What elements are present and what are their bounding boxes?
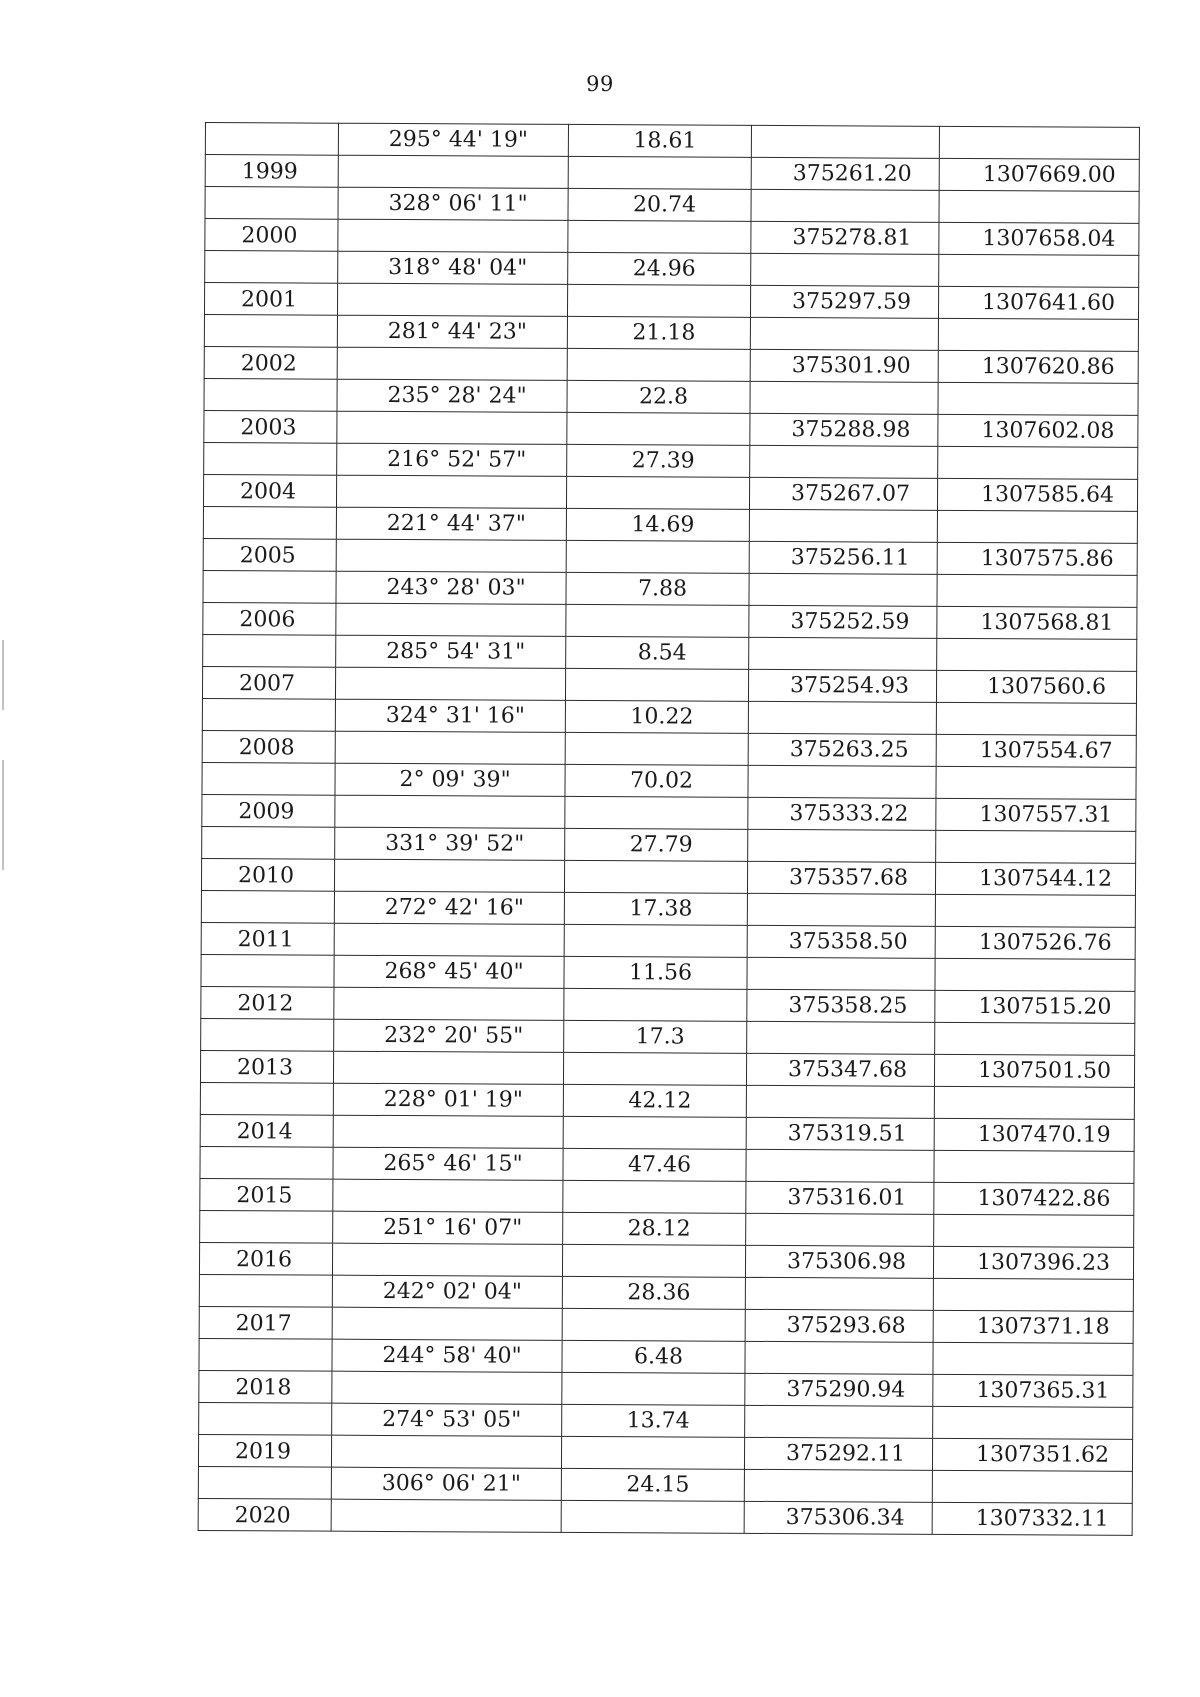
traverse-line-row [199, 1402, 1133, 1439]
distance-cell-empty [566, 476, 749, 509]
distance-cell: 13.74 [562, 1404, 745, 1437]
northing-cell: 375297.59 [750, 285, 938, 318]
bearing-cell: 306° 06' 21" [331, 1467, 561, 1500]
station-cell-empty [204, 314, 337, 347]
distance-cell: 47.46 [563, 1148, 746, 1181]
bearing-cell: 318° 48' 04" [338, 251, 568, 284]
station-cell: 2018 [199, 1370, 332, 1403]
easting-cell-empty [933, 1342, 1133, 1375]
bearing-cell-empty [336, 539, 566, 572]
scan-edge-mark [2, 640, 4, 710]
northing-cell-empty [751, 125, 939, 158]
bearing-cell: 244° 58' 40" [332, 1339, 562, 1372]
station-cell: 2001 [204, 283, 337, 316]
easting-cell: 1307585.64 [937, 478, 1137, 511]
easting-cell: 1307351.62 [932, 1438, 1132, 1471]
northing-cell-empty [746, 1213, 934, 1246]
station-cell-empty [205, 251, 338, 284]
station-cell: 2020 [198, 1498, 331, 1531]
bearing-cell: 285° 54' 31" [336, 635, 566, 668]
station-cell: 2016 [199, 1242, 332, 1275]
station-cell: 2007 [202, 666, 335, 699]
distance-cell-empty [563, 1052, 746, 1085]
northing-cell-empty [745, 1341, 933, 1374]
easting-cell-empty [934, 1086, 1134, 1119]
northing-cell-empty [747, 1021, 935, 1054]
distance-cell-empty [568, 156, 751, 189]
station-cell-empty [201, 890, 334, 923]
bearing-cell: 295° 44' 19" [338, 123, 568, 156]
bearing-cell-empty [335, 667, 565, 700]
traverse-line-row [201, 1018, 1135, 1055]
traverse-line-row [198, 1466, 1132, 1503]
bearing-cell-empty [336, 603, 566, 636]
bearing-cell: 268° 45' 40" [334, 955, 564, 988]
station-cell-empty [203, 570, 336, 603]
station-cell: 2002 [204, 346, 337, 379]
traverse-line-row [204, 314, 1138, 351]
distance-cell-empty [564, 988, 747, 1021]
survey-table-body [198, 123, 1139, 1536]
bearing-cell: 274° 53' 05" [332, 1403, 562, 1436]
easting-cell-empty [939, 254, 1139, 287]
easting-cell-empty [933, 1278, 1133, 1311]
easting-cell: 1307641.60 [938, 286, 1138, 319]
bearing-cell: 265° 46' 15" [333, 1147, 563, 1180]
survey-coordinates-table [198, 122, 1140, 1536]
station-cell-empty [205, 187, 338, 220]
easting-cell: 1307620.86 [938, 350, 1138, 383]
distance-cell: 24.96 [568, 252, 751, 285]
easting-cell: 1307544.12 [935, 862, 1135, 895]
easting-cell-empty [938, 446, 1138, 479]
bearing-cell: 243° 28' 03" [336, 571, 566, 604]
distance-cell: 27.39 [567, 444, 750, 477]
easting-cell: 1307557.31 [936, 798, 1136, 831]
distance-cell: 42.12 [563, 1084, 746, 1117]
easting-cell-empty [938, 382, 1138, 415]
station-cell: 2015 [200, 1178, 333, 1211]
northing-cell-empty [746, 1085, 934, 1118]
northing-cell-empty [748, 765, 936, 798]
distance-cell-empty [562, 1244, 745, 1277]
distance-cell: 8.54 [566, 636, 749, 669]
easting-cell-empty [936, 766, 1136, 799]
traverse-line-row [199, 1338, 1133, 1375]
station-cell-empty [201, 1018, 334, 1051]
station-cell-empty [203, 506, 336, 539]
bearing-cell-empty [332, 1307, 562, 1340]
distance-cell-empty [567, 412, 750, 445]
traverse-line-row [201, 954, 1135, 991]
northing-cell: 375290.94 [745, 1373, 933, 1406]
station-row [202, 794, 1136, 831]
easting-cell: 1307501.50 [934, 1054, 1134, 1087]
distance-cell: 20.74 [568, 188, 751, 221]
easting-cell: 1307560.6 [936, 670, 1136, 703]
station-cell: 2014 [200, 1114, 333, 1147]
easting-cell-empty [936, 702, 1136, 735]
northing-cell: 375316.01 [746, 1181, 934, 1214]
northing-cell-empty [750, 445, 938, 478]
station-cell: 2009 [202, 794, 335, 827]
bearing-cell-empty [336, 475, 566, 508]
easting-cell-empty [937, 510, 1137, 543]
bearing-cell: 242° 02' 04" [332, 1275, 562, 1308]
bearing-cell: 328° 06' 11" [338, 187, 568, 220]
station-row [203, 602, 1137, 639]
easting-cell: 1307371.18 [933, 1310, 1133, 1343]
station-cell-empty [202, 826, 335, 859]
bearing-cell-empty [334, 987, 564, 1020]
station-cell-empty [199, 1402, 332, 1435]
bearing-cell-empty [331, 1499, 561, 1532]
station-cell: 1999 [205, 155, 338, 188]
northing-cell-empty [749, 573, 937, 606]
station-row [204, 410, 1138, 447]
station-cell: 2012 [201, 986, 334, 1019]
station-row [200, 1178, 1134, 1215]
station-row [202, 666, 1136, 703]
distance-cell-empty [567, 348, 750, 381]
northing-cell: 375306.98 [745, 1245, 933, 1278]
distance-cell: 11.56 [564, 956, 747, 989]
traverse-line-row [202, 826, 1136, 863]
easting-cell: 1307332.11 [932, 1502, 1132, 1535]
traverse-line-row [200, 1146, 1134, 1183]
northing-cell: 375301.90 [750, 349, 938, 382]
station-row [198, 1434, 1132, 1471]
distance-cell: 28.12 [563, 1212, 746, 1245]
bearing-cell: 2° 09' 39" [335, 763, 565, 796]
northing-cell: 375267.07 [749, 477, 937, 510]
distance-cell: 24.15 [561, 1468, 744, 1501]
station-row [199, 1242, 1133, 1279]
distance-cell-empty [562, 1308, 745, 1341]
station-cell-empty [198, 1466, 331, 1499]
bearing-cell: 324° 31' 16" [335, 699, 565, 732]
northing-cell-empty [747, 893, 935, 926]
northing-cell: 375278.81 [751, 221, 939, 254]
northing-cell: 375319.51 [746, 1117, 934, 1150]
easting-cell-empty [935, 958, 1135, 991]
easting-cell-empty [934, 1214, 1134, 1247]
distance-cell-empty [563, 1180, 746, 1213]
distance-cell-empty [566, 604, 749, 637]
bearing-cell-empty [333, 1115, 563, 1148]
traverse-line-row [203, 506, 1137, 543]
northing-cell-empty [749, 637, 937, 670]
station-cell-empty [199, 1338, 332, 1371]
station-row [201, 858, 1135, 895]
station-row [200, 1114, 1134, 1151]
easting-cell: 1307658.04 [939, 222, 1139, 255]
easting-cell-empty [938, 318, 1138, 351]
bearing-cell-empty [335, 731, 565, 764]
distance-cell-empty [561, 1500, 744, 1533]
easting-cell: 1307602.08 [938, 414, 1138, 447]
northing-cell-empty [750, 381, 938, 414]
bearing-cell: 221° 44' 37" [336, 507, 566, 540]
easting-cell: 1307422.86 [934, 1182, 1134, 1215]
northing-cell: 375357.68 [747, 861, 935, 894]
distance-cell-empty [565, 732, 748, 765]
station-cell: 2008 [202, 730, 335, 763]
traverse-line-row [200, 1210, 1134, 1247]
bearing-cell: 235° 28' 24" [337, 379, 567, 412]
bearing-cell: 331° 39' 52" [335, 827, 565, 860]
distance-cell: 17.38 [564, 892, 747, 925]
station-row [205, 155, 1139, 192]
bearing-cell-empty [332, 1243, 562, 1276]
bearing-cell-empty [333, 1051, 563, 1084]
northing-cell-empty [747, 957, 935, 990]
station-cell: 2006 [203, 602, 336, 635]
northing-cell: 375358.25 [747, 989, 935, 1022]
easting-cell-empty [934, 1150, 1134, 1183]
station-row [201, 922, 1135, 959]
distance-cell-empty [562, 1372, 745, 1405]
station-row [202, 730, 1136, 767]
survey-table-container [198, 122, 1140, 1536]
northing-cell-empty [749, 509, 937, 542]
northing-cell-empty [745, 1277, 933, 1310]
station-cell: 2005 [203, 538, 336, 571]
station-row [200, 1050, 1134, 1087]
northing-cell-empty [748, 829, 936, 862]
station-cell-empty [202, 762, 335, 795]
bearing-cell-empty [338, 219, 568, 252]
easting-cell-empty [936, 830, 1136, 863]
station-cell: 2010 [201, 858, 334, 891]
easting-cell: 1307669.00 [939, 158, 1139, 191]
bearing-cell-empty [334, 923, 564, 956]
station-cell: 2013 [200, 1050, 333, 1083]
northing-cell-empty [746, 1149, 934, 1182]
station-cell-empty [199, 1274, 332, 1307]
traverse-line-row [203, 570, 1137, 607]
easting-cell: 1307396.23 [933, 1246, 1133, 1279]
northing-cell-empty [751, 189, 939, 222]
distance-cell-empty [565, 796, 748, 829]
distance-cell: 7.88 [566, 572, 749, 605]
northing-cell-empty [748, 701, 936, 734]
traverse-line-row [204, 442, 1138, 479]
station-cell-empty [200, 1210, 333, 1243]
northing-cell-empty [751, 253, 939, 286]
scan-edge-mark [2, 760, 4, 870]
page-number: 99 [586, 72, 614, 96]
easting-cell: 1307515.20 [935, 990, 1135, 1023]
northing-cell: 375288.98 [750, 413, 938, 446]
station-cell-empty [203, 634, 336, 667]
traverse-line-row [205, 123, 1139, 160]
traverse-line-row [199, 1274, 1133, 1311]
bearing-cell-empty [335, 795, 565, 828]
bearing-cell-empty [337, 411, 567, 444]
station-row [198, 1498, 1132, 1535]
distance-cell-empty [564, 860, 747, 893]
distance-cell-empty [568, 220, 751, 253]
easting-cell: 1307526.76 [935, 926, 1135, 959]
bearing-cell-empty [332, 1371, 562, 1404]
northing-cell: 375254.93 [748, 669, 936, 702]
northing-cell: 375333.22 [748, 797, 936, 830]
station-cell-empty [200, 1146, 333, 1179]
station-cell: 2017 [199, 1306, 332, 1339]
easting-cell-empty [933, 1406, 1133, 1439]
easting-cell-empty [937, 574, 1137, 607]
traverse-line-row [202, 762, 1136, 799]
station-cell-empty [201, 954, 334, 987]
easting-cell: 1307365.31 [933, 1374, 1133, 1407]
distance-cell: 21.18 [567, 316, 750, 349]
traverse-line-row [202, 698, 1136, 735]
bearing-cell-empty [337, 283, 567, 316]
distance-cell: 14.69 [566, 508, 749, 541]
distance-cell-empty [567, 284, 750, 317]
station-cell-empty [204, 378, 337, 411]
easting-cell-empty [932, 1470, 1132, 1503]
bearing-cell-empty [338, 155, 568, 188]
distance-cell: 22.8 [567, 380, 750, 413]
easting-cell: 1307568.81 [937, 606, 1137, 639]
traverse-line-row [201, 890, 1135, 927]
station-cell-empty [202, 698, 335, 731]
station-cell-empty [200, 1082, 333, 1115]
northing-cell: 375347.68 [746, 1053, 934, 1086]
easting-cell-empty [935, 894, 1135, 927]
distance-cell: 27.79 [565, 828, 748, 861]
station-row [199, 1306, 1133, 1343]
northing-cell: 375306.34 [744, 1501, 932, 1534]
bearing-cell: 272° 42' 16" [334, 891, 564, 924]
easting-cell: 1307554.67 [936, 734, 1136, 767]
traverse-line-row [200, 1082, 1134, 1119]
easting-cell-empty [939, 190, 1139, 223]
easting-cell-empty [939, 126, 1139, 159]
distance-cell-empty [566, 540, 749, 573]
easting-cell-empty [937, 638, 1137, 671]
bearing-cell: 281° 44' 23" [337, 315, 567, 348]
northing-cell-empty [750, 317, 938, 350]
northing-cell: 375261.20 [751, 157, 939, 190]
bearing-cell: 232° 20' 55" [334, 1019, 564, 1052]
station-cell: 2011 [201, 922, 334, 955]
distance-cell: 10.22 [565, 700, 748, 733]
station-cell: 2000 [205, 219, 338, 252]
distance-cell: 18.61 [568, 124, 751, 157]
station-row [204, 346, 1138, 383]
northing-cell-empty [745, 1405, 933, 1438]
northing-cell-empty [744, 1469, 932, 1502]
traverse-line-row [205, 187, 1139, 224]
distance-cell-empty [564, 924, 747, 957]
easting-cell-empty [935, 1022, 1135, 1055]
distance-cell-empty [563, 1116, 746, 1149]
northing-cell: 375256.11 [749, 541, 937, 574]
traverse-line-row [203, 634, 1137, 671]
station-row [199, 1370, 1133, 1407]
easting-cell: 1307470.19 [934, 1118, 1134, 1151]
bearing-cell: 216° 52' 57" [337, 443, 567, 476]
station-row [204, 283, 1138, 320]
northing-cell: 375252.59 [749, 605, 937, 638]
distance-cell-empty [561, 1436, 744, 1469]
station-row [203, 538, 1137, 575]
traverse-line-row [205, 251, 1139, 288]
northing-cell: 375263.25 [748, 733, 936, 766]
traverse-line-row [204, 378, 1138, 415]
bearing-cell-empty [334, 859, 564, 892]
station-row [203, 474, 1137, 511]
station-cell: 2019 [198, 1434, 331, 1467]
bearing-cell: 228° 01' 19" [333, 1083, 563, 1116]
station-row [205, 219, 1139, 256]
station-cell-empty [205, 123, 338, 156]
bearing-cell-empty [333, 1179, 563, 1212]
distance-cell: 70.02 [565, 764, 748, 797]
northing-cell: 375293.68 [745, 1309, 933, 1342]
northing-cell: 375358.50 [747, 925, 935, 958]
station-row [201, 986, 1135, 1023]
station-cell-empty [204, 442, 337, 475]
station-cell: 2004 [203, 474, 336, 507]
distance-cell-empty [565, 668, 748, 701]
northing-cell: 375292.11 [744, 1437, 932, 1470]
bearing-cell-empty [337, 347, 567, 380]
easting-cell: 1307575.86 [937, 542, 1137, 575]
bearing-cell-empty [331, 1435, 561, 1468]
station-cell: 2003 [204, 410, 337, 443]
bearing-cell: 251° 16' 07" [333, 1211, 563, 1244]
distance-cell: 28.36 [562, 1276, 745, 1309]
distance-cell: 17.3 [564, 1020, 747, 1053]
distance-cell: 6.48 [562, 1340, 745, 1373]
